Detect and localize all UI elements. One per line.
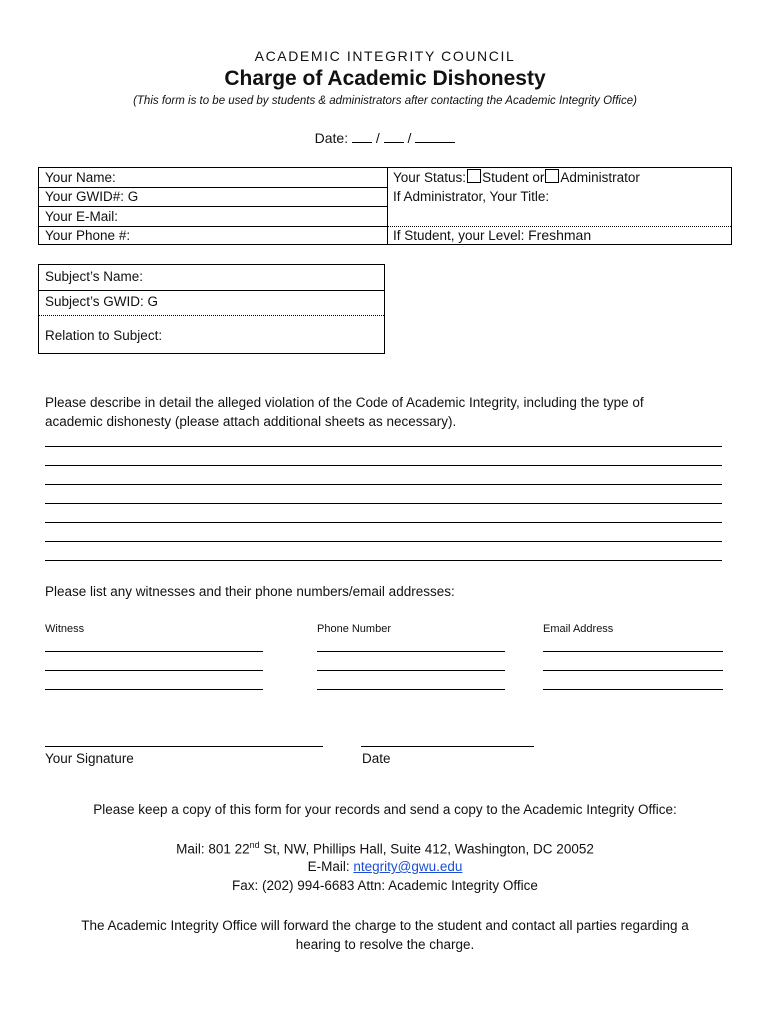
form-title: Charge of Academic Dishonesty	[224, 67, 546, 90]
witness-email-line[interactable]	[543, 670, 723, 671]
description-line[interactable]	[45, 541, 722, 542]
description-line[interactable]	[45, 446, 722, 447]
mail-prefix: Mail: 801 22	[176, 841, 250, 857]
date-line: Date: / /	[0, 130, 770, 146]
mail-superscript: nd	[249, 840, 260, 850]
description-line[interactable]	[45, 465, 722, 466]
signature-label: Your Signature	[45, 751, 134, 766]
description-line[interactable]	[45, 503, 722, 504]
witness-column-header: Witness	[45, 623, 85, 635]
table-divider	[387, 168, 388, 244]
description-line[interactable]	[45, 522, 722, 523]
status-row	[393, 168, 640, 187]
date-month-field[interactable]	[352, 130, 372, 143]
witness-phone-line[interactable]	[317, 689, 505, 690]
date-year-field[interactable]	[415, 130, 455, 143]
row-divider	[39, 290, 384, 291]
witness-email-line[interactable]	[543, 651, 723, 652]
signature-date-label: Date	[362, 751, 391, 766]
fax-line: Fax: (202) 994-6683 Attn: Academic Integrity Office	[232, 878, 538, 893]
email-prefix: E-Mail:	[307, 859, 354, 874]
subject-name-field[interactable]: Subject’s Name:	[45, 269, 144, 284]
witness-phone-line[interactable]	[317, 670, 505, 671]
email-line	[0, 859, 770, 874]
witness-phone-line[interactable]	[317, 651, 505, 652]
phone-column-header: Phone Number	[317, 623, 391, 635]
student-level-label: If Student, your Level:	[393, 228, 525, 243]
row-divider	[39, 315, 384, 316]
admin-title-field[interactable]: If Administrator, Your Title:	[393, 189, 550, 204]
witness-name-line[interactable]	[45, 670, 263, 671]
keep-copy-note: Please keep a copy of this form for your records and send a copy to the Academic Integrity Office:	[93, 802, 677, 817]
personal-info-table	[38, 167, 732, 245]
student-level-value[interactable]: Freshman	[528, 227, 592, 243]
council-heading: ACADEMIC INTEGRITY COUNCIL	[254, 48, 516, 64]
student-option-label: Student or	[482, 170, 545, 185]
violation-prompt: Please describe in detail the alleged violation of the Code of Academic Integrity, including the type of academic dishonesty (please attach additional sheets as necessary).	[45, 395, 644, 429]
your-name-field[interactable]: Your Name:	[45, 170, 116, 185]
mail-address	[0, 840, 770, 857]
date-label: Date:	[314, 130, 349, 146]
your-phone-field[interactable]: Your Phone #:	[45, 228, 131, 243]
witness-prompt: Please list any witnesses and their phone numbers/email addresses:	[45, 584, 455, 599]
description-line[interactable]	[45, 560, 722, 561]
administrator-checkbox[interactable]	[545, 169, 559, 183]
witness-email-line[interactable]	[543, 689, 723, 690]
witness-name-line[interactable]	[45, 689, 263, 690]
your-email-field[interactable]: Your E-Mail:	[45, 209, 119, 224]
description-line[interactable]	[45, 484, 722, 485]
your-gwid-field[interactable]: Your GWID#: G	[45, 189, 139, 204]
forward-note: The Academic Integrity Office will forward the charge to the student and contact all parties regarding a hearing to resolve the charge.	[81, 918, 689, 952]
relation-field[interactable]: Relation to Subject:	[45, 328, 163, 343]
student-level-field[interactable]	[393, 226, 591, 245]
date-day-field[interactable]	[384, 130, 404, 143]
subject-gwid-field[interactable]: Subject’s GWID: G	[45, 294, 159, 309]
signature-line[interactable]	[45, 746, 323, 747]
form-subtitle: (This form is to be used by students & administrators after contacting the Academic Integrity Office)	[133, 95, 637, 107]
subject-info-table	[38, 264, 385, 354]
signature-date-line[interactable]	[361, 746, 534, 747]
status-label: Your Status:	[393, 170, 467, 185]
mail-suffix: St, NW, Phillips Hall, Suite 412, Washington, DC 20052	[259, 841, 594, 857]
office-email-link[interactable]: ntegrity@gwu.edu	[353, 859, 463, 874]
witness-name-line[interactable]	[45, 651, 263, 652]
email-column-header: Email Address	[543, 623, 614, 635]
student-checkbox[interactable]	[467, 169, 481, 183]
administrator-option-label: Administrator	[560, 170, 640, 185]
